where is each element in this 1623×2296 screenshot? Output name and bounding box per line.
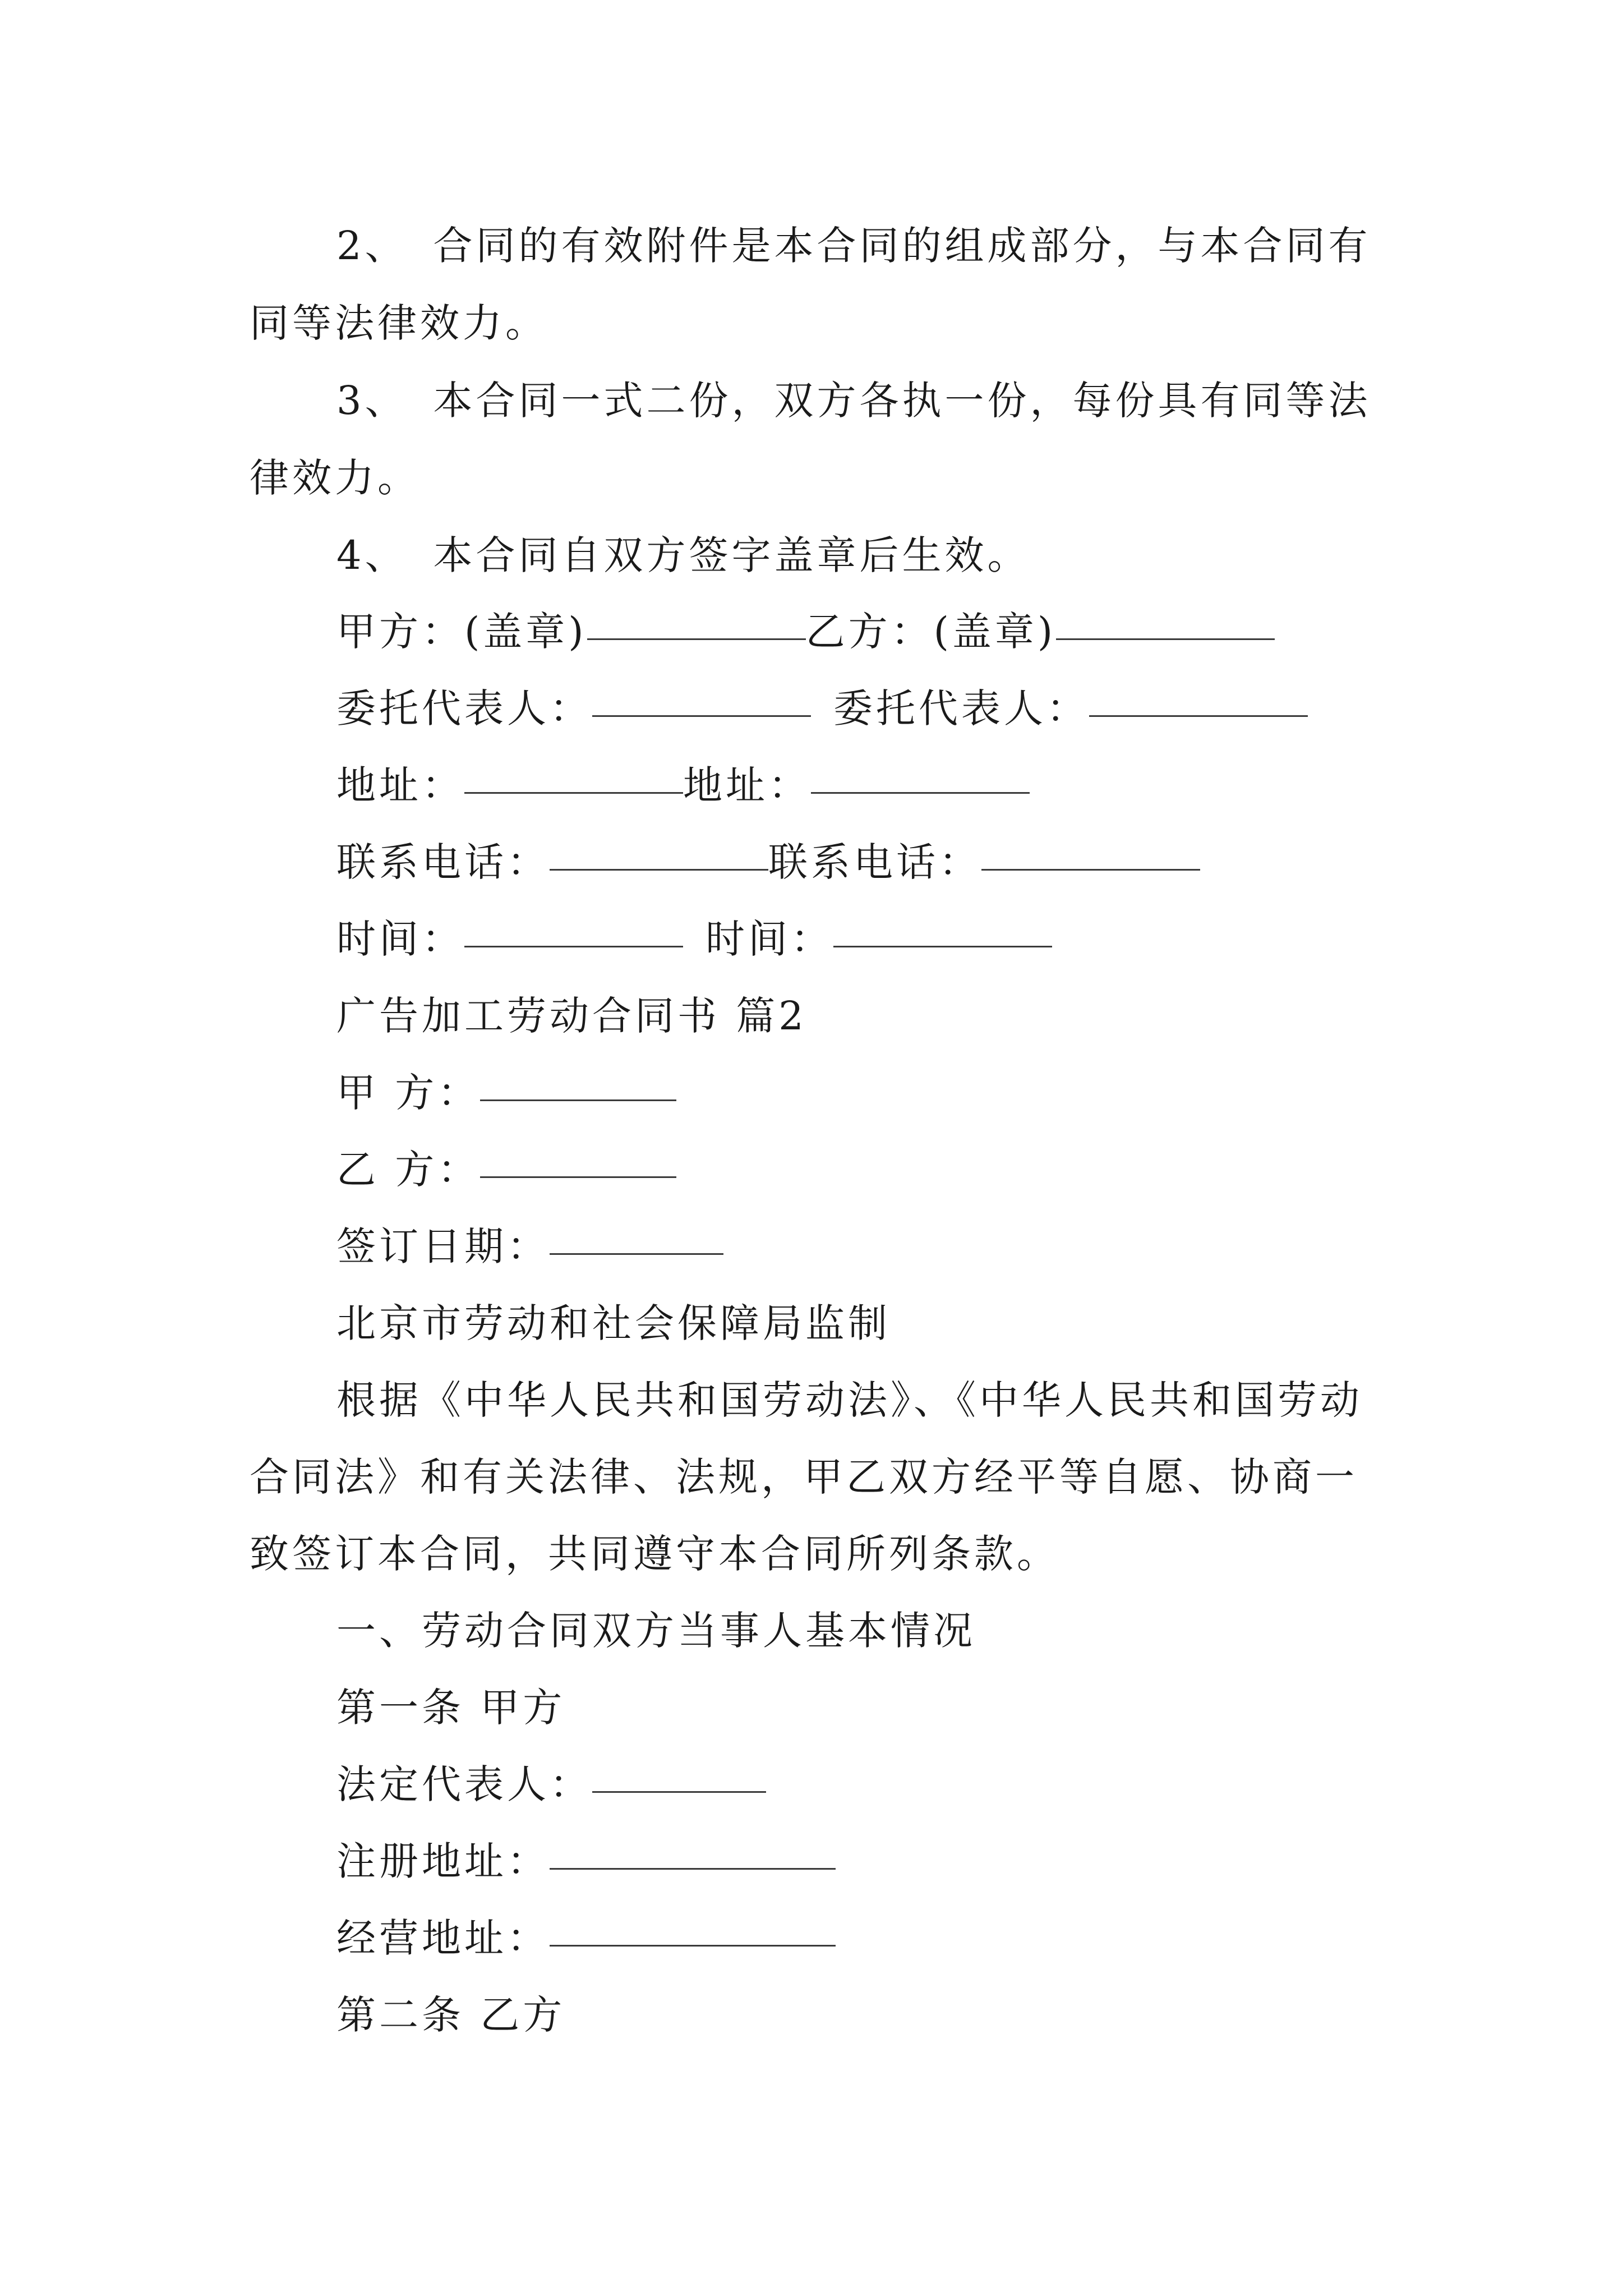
party-a-label: 甲 方： (336, 1070, 481, 1116)
sign-date-blank (550, 1207, 723, 1255)
party-a-address-blank (464, 746, 683, 794)
chapter-heading: 一、劳动合同双方当事人基本情况 (336, 1608, 976, 1654)
party-b-rep-blank (1089, 669, 1308, 717)
clause-number: 3、 (336, 378, 408, 424)
party-b-address-blank (811, 746, 1030, 794)
party-a-seal-blank (587, 592, 806, 640)
party-a-row (336, 1053, 676, 1132)
legal-rep-label: 法定代表人： (336, 1761, 592, 1807)
party-a-phone-blank (550, 823, 768, 871)
clause-text: 本合同一式二份，双方各执一份，每份具有同等法 (433, 378, 1371, 424)
section-title: 广告加工劳动合同书 篇2 (336, 993, 807, 1039)
intro-line-2: 合同法》和有关法律、法规，甲乙双方经平等自愿、协商一 (250, 1454, 1358, 1500)
clause-text: 本合同自双方签字盖章后生效。 (433, 532, 1030, 578)
party-a-address-label: 地址： (336, 762, 464, 808)
party-a-blank (480, 1053, 676, 1101)
party-b-row (336, 1130, 676, 1209)
clause-4-line-1 (336, 516, 1030, 595)
article-2-heading: 第二条 乙方 (336, 1992, 566, 2038)
party-b-rep-label: 委托代表人： (833, 685, 1089, 731)
party-a-time-blank (464, 900, 683, 947)
party-a-phone-label: 联系电话： (336, 839, 550, 885)
legal-rep-blank (592, 1745, 766, 1793)
supervisor-line: 北京市劳动和社会保障局监制 (336, 1300, 891, 1346)
registered-address-blank (550, 1822, 836, 1870)
clause-text: 合同的有效附件是本合同的组成部分，与本合同有 (433, 223, 1371, 269)
party-b-address-label: 地址： (683, 762, 811, 808)
clause-3-line-1 (336, 361, 1371, 440)
business-address-label: 经营地址： (336, 1915, 550, 1961)
business-address-row (336, 1899, 836, 1977)
intro-line-1: 根据《中华人民共和国劳动法》、《中华人民共和国劳动 (336, 1377, 1363, 1423)
registered-address-label: 注册地址： (336, 1838, 550, 1884)
party-b-seal-label: 乙方：(盖章) (805, 609, 1057, 655)
intro-line-3: 致签订本合同，共同遵守本合同所列条款。 (250, 1531, 1059, 1577)
business-address-blank (550, 1899, 836, 1947)
party-b-time-label: 时间： (706, 916, 833, 962)
clause-number: 4、 (336, 532, 408, 578)
party-b-seal-blank (1056, 592, 1275, 640)
party-b-label: 乙 方： (336, 1147, 481, 1193)
sign-date-row (336, 1207, 723, 1286)
party-a-seal-label: 甲方：(盖章) (336, 609, 587, 655)
signature-rep-row (336, 669, 1308, 748)
sign-date-label: 签订日期： (336, 1223, 550, 1269)
party-b-phone-blank (981, 823, 1200, 871)
party-a-time-label: 时间： (336, 916, 464, 962)
signature-party-row (336, 592, 1275, 671)
signature-time-row (336, 900, 1052, 978)
party-a-rep-label: 委托代表人： (336, 685, 592, 731)
clause-number: 2、 (336, 223, 408, 269)
party-a-rep-blank (592, 669, 811, 717)
party-b-blank (480, 1130, 676, 1178)
legal-rep-row (336, 1745, 766, 1824)
signature-phone-row (336, 823, 1200, 901)
registered-address-row (336, 1822, 836, 1901)
article-1-heading: 第一条 甲方 (336, 1685, 566, 1731)
clause-2-line-1 (336, 206, 1371, 285)
party-b-time-blank (833, 900, 1052, 947)
party-b-phone-label: 联系电话： (768, 839, 981, 885)
signature-address-row (336, 746, 1030, 825)
clause-3-line-2: 律效力。 (250, 455, 420, 501)
clause-2-line-2: 同等法律效力。 (250, 300, 548, 346)
